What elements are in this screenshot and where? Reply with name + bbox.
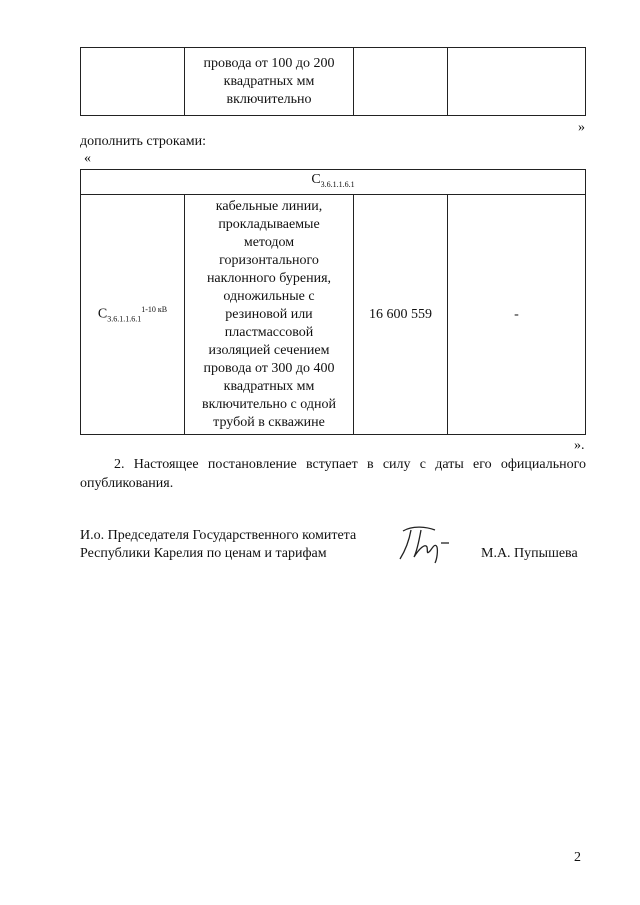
description-line: пластмассовой <box>224 324 314 340</box>
description-line: изоляцией сечением <box>208 342 330 358</box>
other-cell <box>448 48 586 116</box>
description-cell <box>185 195 354 435</box>
value-cell <box>354 48 448 116</box>
description-line: резиновой или <box>225 306 313 322</box>
handwritten-signature <box>397 521 463 565</box>
opening-quote: « <box>84 151 91 166</box>
description-line: кабельные линии, <box>215 198 323 214</box>
intro-text: дополнить строками: <box>80 134 206 149</box>
description-line: методом <box>243 234 295 250</box>
signatory-name: М.А. Пупышева <box>481 546 578 561</box>
other-cell: - <box>448 195 586 435</box>
table-row <box>81 48 586 116</box>
closing-quote: » <box>578 120 585 135</box>
closing-quote: ». <box>574 438 585 453</box>
code-sup: 1-10 кВ <box>141 304 168 314</box>
description-line: горизонтального <box>219 252 319 268</box>
header-code-sub: 3.6.1.1.6.1 <box>320 179 355 189</box>
table-row <box>81 195 586 435</box>
main-table <box>80 169 586 435</box>
top-table <box>80 47 586 116</box>
table-header-row <box>81 170 586 195</box>
description-line: наклонного бурения, <box>206 270 332 286</box>
description-line: одножильные с <box>223 288 315 304</box>
header-code-cell <box>81 170 586 195</box>
code-cell <box>81 195 185 435</box>
paragraph: 2. Настоящее постановление вступает в силу с даты его официального опубликования. <box>80 457 586 491</box>
code-base: С <box>97 306 108 322</box>
description-cell <box>185 48 354 116</box>
description-line: прокладываемые <box>218 216 320 232</box>
header-code-base: С <box>311 171 321 187</box>
signatory-title-line2: Республики Карелия по ценам и тарифам <box>80 546 327 561</box>
page-number: 2 <box>574 850 581 865</box>
signatory-title-line1: И.о. Председателя Государственного комитета <box>80 528 357 543</box>
description-line: провода от 100 до 200 <box>203 55 335 71</box>
description-line: квадратных мм <box>223 73 315 89</box>
value-cell: 16 600 559 <box>354 195 448 435</box>
code-cell <box>81 48 185 116</box>
description-line: квадратных мм <box>223 378 315 394</box>
code-sub: 3.6.1.1.6.1 <box>107 314 142 324</box>
description-line: включительно <box>226 91 312 107</box>
description-line: провода от 300 до 400 <box>203 360 335 376</box>
description-line: включительно с одной <box>202 396 336 412</box>
description-line: трубой в скважине <box>213 414 325 430</box>
